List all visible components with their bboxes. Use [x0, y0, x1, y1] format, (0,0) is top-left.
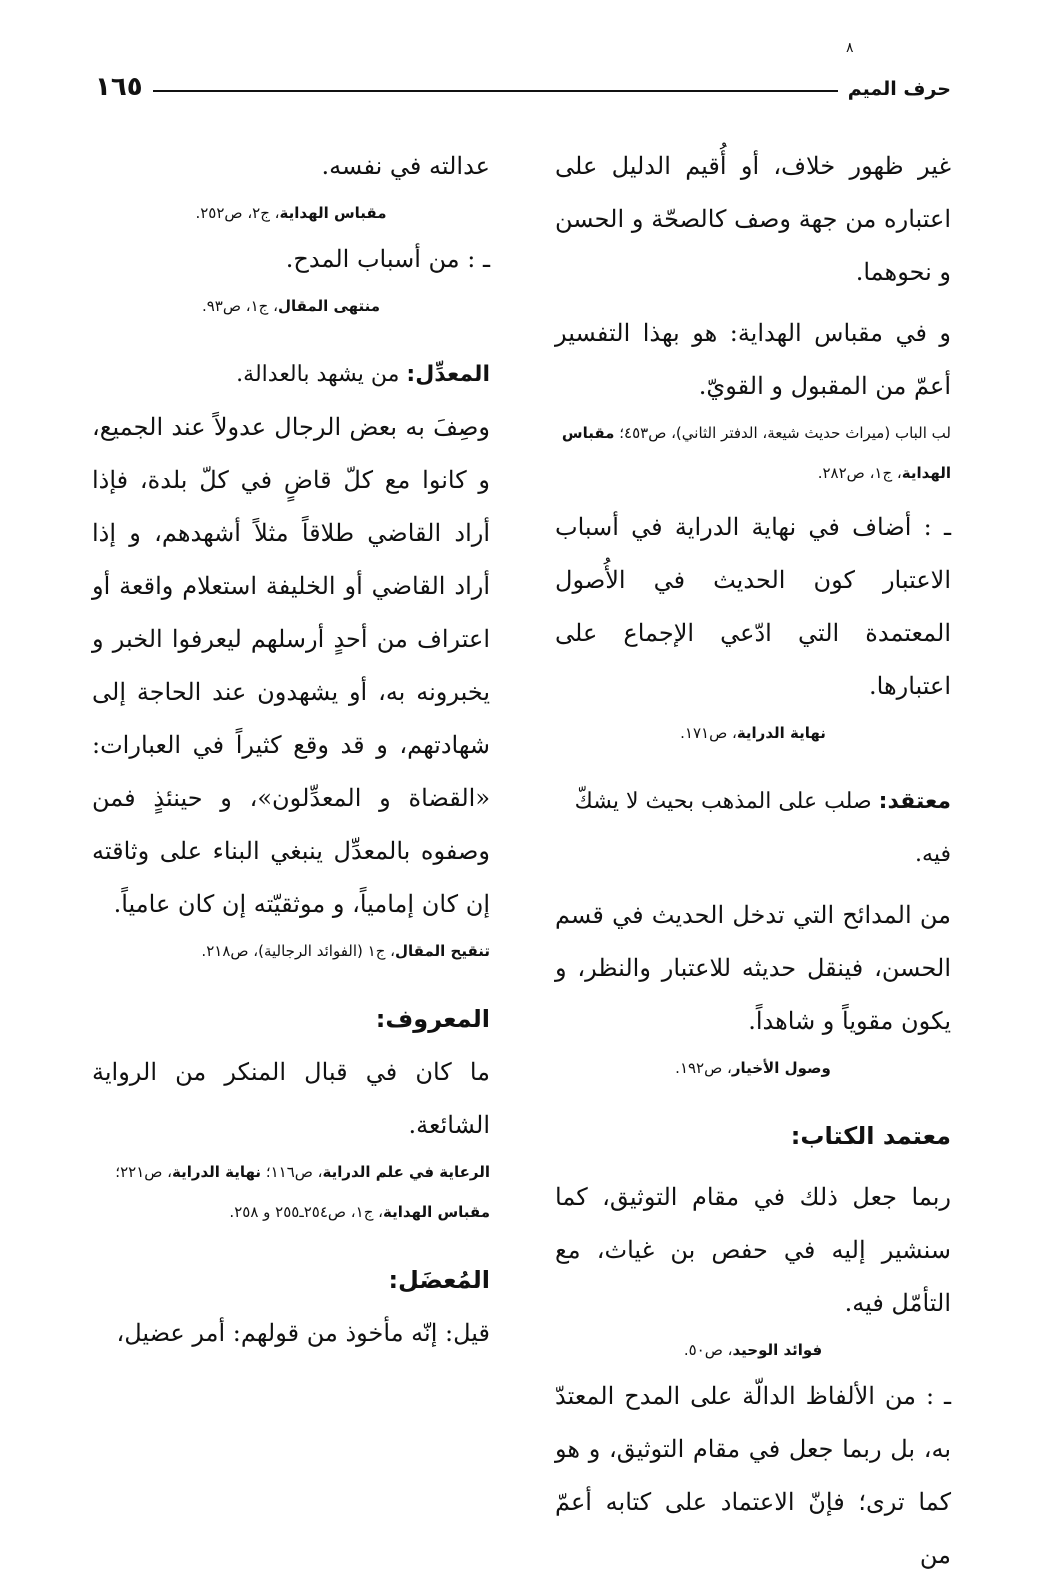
chapter-title: حرف الميم: [847, 78, 951, 100]
term-heading: معتمد الكتاب:: [790, 1122, 951, 1150]
paragraph: ـ : من الألفاظ الدالّة على المدح المعتدّ به، بل ربما جعل في مقام التوثيق، و هو كما ترى؛ فإنّ الاعتماد على كتابه أعمّ من: [555, 1382, 951, 1569]
source-citation: الرعاية في علم الدراية، ص١١٦؛ نهاية الدراية، ص٢٢١؛ مقباس الهداية، ج١، ص٢٥٤ـ٢٥٥ و ٢٥٨.: [115, 1163, 490, 1221]
running-header: [95, 62, 951, 102]
paragraph: ـ : من أسباب المدح.: [285, 245, 490, 273]
paragraph: غير ظهور خلاف، أو أُقيم الدليل على اعتباره من جهة وصف كالصحّة و الحسن و نحوهما.: [555, 152, 951, 286]
paragraph: قيل: إنّه مأخوذ من قولهم: أمر عضيل،: [116, 1319, 490, 1347]
page-number: ١٦٥: [95, 72, 143, 102]
page-mark: ٨: [846, 40, 854, 56]
term-title: المعدِّل:: [406, 362, 490, 387]
term-entry: معتقد: صلب على المذهب بحيث لا يشكّ فيه.: [574, 789, 951, 867]
paragraph: وصِفَ به بعض الرجال عدولاً عند الجميع، و كانوا مع كلّ قاضٍ في كلّ بلدة، فإذا أراد القاضي طلاقاً مثلاً أشهدهم، و إذا أراد القاضي أو الخليفة استعلام واقعة أو اعتراف من أحدٍ أرسلهم ليعرفوا الخبر و يخبرونه به، أو يشهدون عند الحاجة إلى شهادتهم، و قد وقع كثيراً في العبارات: «القضاة و المعدِّلون»، و حينئذٍ فمن وصفوه بالمعدِّل ينبغي البناء على وثاقته إن كان إمامياً، و موثقيّته إن كان عامياً.: [92, 413, 490, 918]
right-column: [555, 140, 951, 1582]
paragraph: ربما جعل ذلك في مقام التوثيق، كما سنشير إليه في حفص بن غياث، مع التأمّل فيه.: [555, 1183, 951, 1317]
paragraph: ـ : أضاف في نهاية الدراية في أسباب الاعتبار كون الحديث في الأُصول المعتمدة التي ادّعي الإجماع على اعتبارها.: [555, 513, 951, 700]
term-title: معتقد:: [878, 789, 951, 814]
source-citation: وصول الأخيار، ص١٩٢.: [675, 1059, 831, 1077]
paragraph: ما كان في قبال المنكر من الرواية الشائعة.: [92, 1058, 490, 1139]
left-column: [92, 140, 490, 1360]
source-citation: فوائد الوحيد، ص٥٠.: [683, 1341, 823, 1359]
source-citation: نهاية الدراية، ص١٧١.: [680, 724, 826, 742]
paragraph: و في مقباس الهداية: هو بهذا التفسير أعمّ من المقبول و القويّ.: [555, 319, 951, 400]
term-heading: المُعضَل:: [388, 1266, 490, 1294]
source-citation: تنقيح المقال، ج١ (الفوائد الرجالية)، ص٢١٨.: [201, 942, 490, 960]
paragraph: عدالته في نفسه.: [321, 152, 490, 180]
term-entry: المعدِّل: من يشهد بالعدالة.: [236, 362, 490, 387]
source-citation: لب الباب (ميراث حديث شيعة، الدفتر الثاني)، ص٤٥٣؛ مقباس الهداية، ج١، ص٢٨٢.: [561, 424, 951, 482]
term-heading: المعروف:: [375, 1005, 490, 1033]
source-citation: مقباس الهداية، ج٢، ص٢٥٢.: [195, 204, 387, 222]
source-citation: منتهى المقال، ج١، ص٩٣.: [201, 297, 381, 315]
header-rule: [153, 90, 838, 92]
paragraph: من المدائح التي تدخل الحديث في قسم الحسن، فينقل حديثه للاعتبار والنظر، و يكون مقوياً و شاهداً.: [555, 901, 951, 1035]
